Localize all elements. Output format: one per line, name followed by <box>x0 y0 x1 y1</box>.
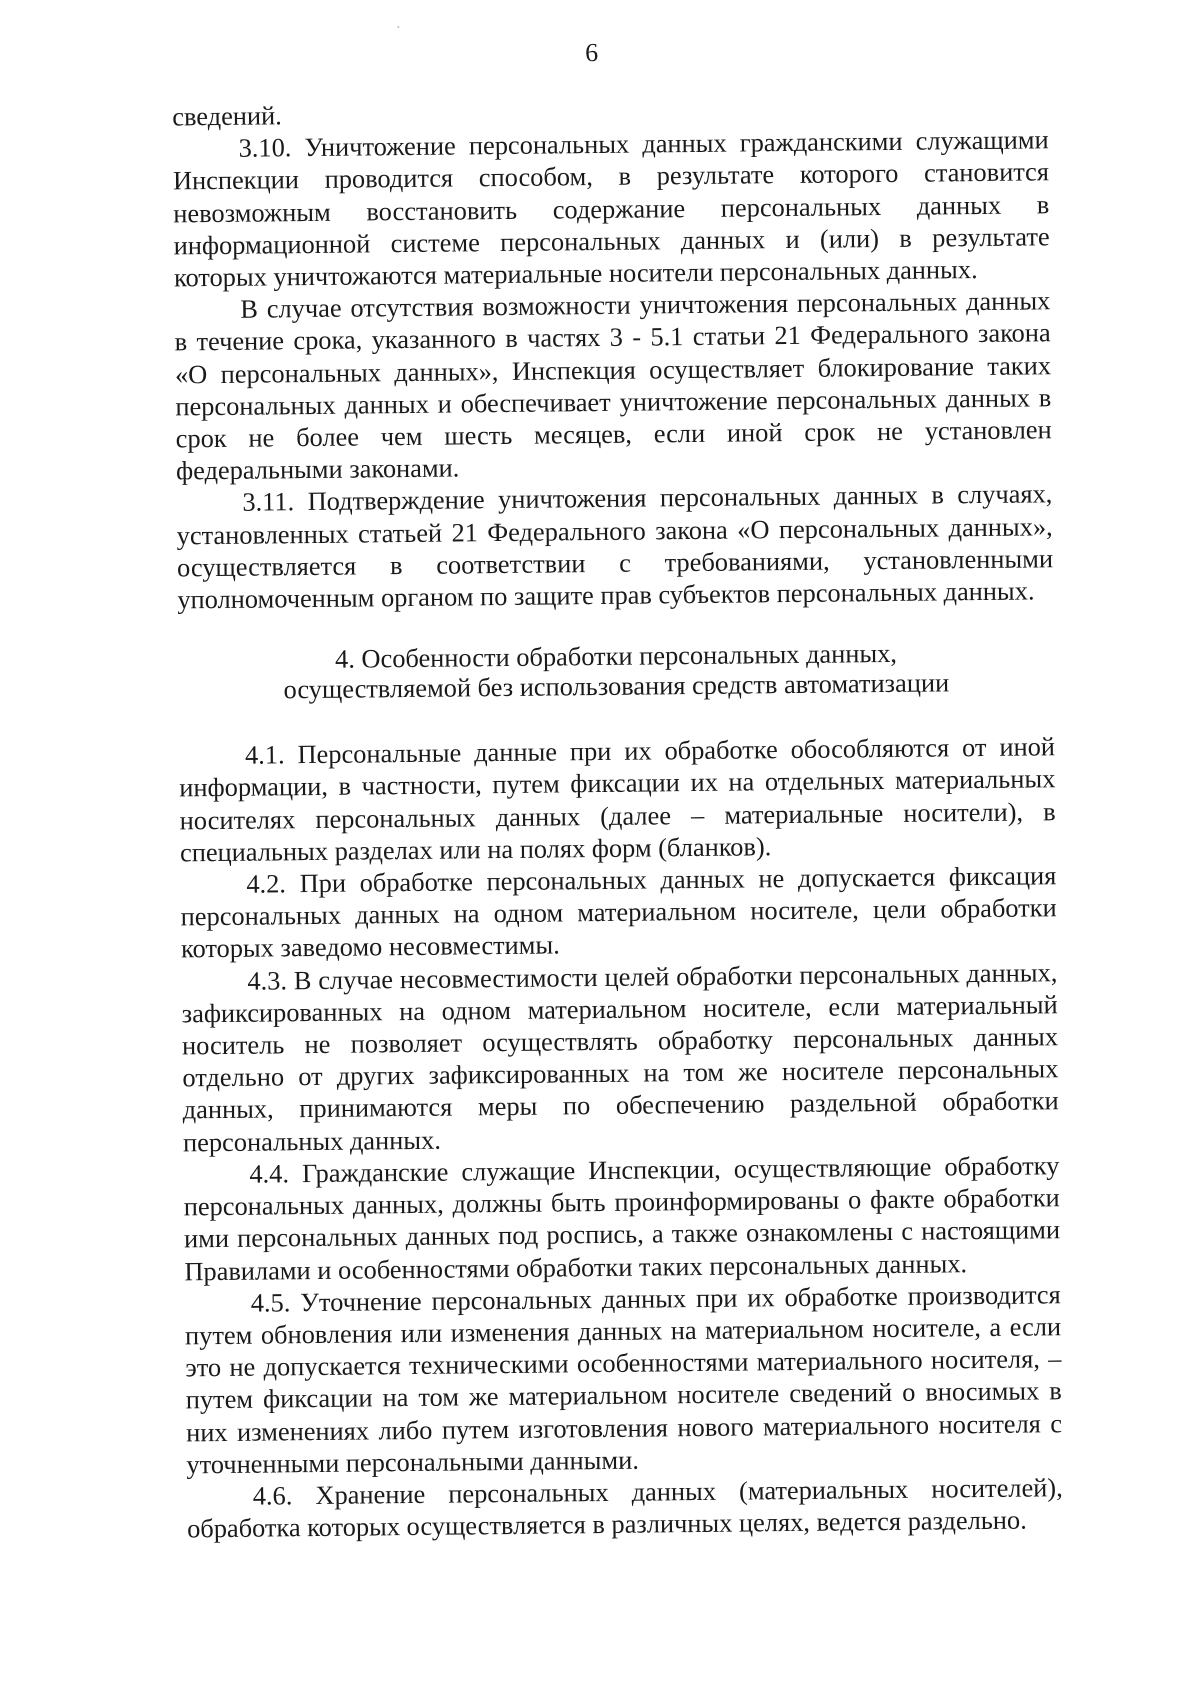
page-number: 6 <box>585 37 599 68</box>
section-4-heading <box>178 636 1055 705</box>
paragraph-3-11: 3.11. Подтверждение уничтожения персональных данных в случаях, установленных статьей 21 Федерального закона «О персональных данных», осуществляется в соответствии с требованиями, установленными уполномоченным органом по защите прав субъектов персональных данных. <box>176 478 1054 615</box>
continuation-text: сведений. <box>172 100 282 132</box>
section-4-heading-line-1: 4. Особенности обработки персональных данных, <box>334 638 898 675</box>
document-body <box>172 91 1063 1544</box>
section-4-heading-line-2: осуществляемой без использования средств автоматизации <box>283 667 950 705</box>
paragraph-4-5: 4.5. Уточнение персональных данных при их обработке производится путем обновления или изменения данных на материальном носителе, а если это не допускается техническими особенностями материального носителя, – путем фиксации на том же материальном носителе сведений о вносимых в них изменениях либо путем изготовления нового материального носителя с уточненными персональными данными. <box>184 1278 1063 1480</box>
scan-artifact <box>397 26 399 28</box>
paragraph-3-10-destruction-term: В случае отсутствия возможности уничтожения персональных данных в течение срока, указанного в частях 3 - 5.1 статьи 21 Федерального закона «О персональных данных», Инспекция осуществляет блокирование таких персональных данных и обеспечивает уничтожение персональных данных в срок не более чем шесть месяцев, если иной срок не установлен федеральными законами. <box>174 285 1052 486</box>
paragraph-4-4: 4.4. Гражданские служащие Инспекции, осуществляющие обработку персональных данных, должны быть проинформированы о факте обработки ими персональных данных под роспись, а также ознакомлены с настоящими Правилами и особенностями обработки таких персональных данных. <box>183 1150 1061 1286</box>
paragraph-4-1: 4.1. Персональные данные при их обработке обособляются от иной информации, в частности, путем фиксации их на отдельных материальных носителях персональных данных (далее – материальные носители), в специальных разделах или на полях форм (бланков). <box>179 731 1056 868</box>
paragraph-4-3: 4.3. В случае несовместимости целей обработки персональных данных, зафиксированных на одном материальном носителе, если материальный носитель не позволяет осуществлять обработку персональных данных отдельно от других зафиксированных на том же носителе персональных данных, принимаются меры по обеспечению раздельной обработки персональных данных. <box>181 956 1059 1158</box>
paragraph-4-6: 4.6. Хранение персональных данных (материальных носителей), обработка которых осуществляется в различных целях, ведется раздельно. <box>186 1472 1063 1544</box>
paragraph-3-10: 3.10. Уничтожение персональных данных гражданскими служащими Инспекции проводится способом, в результате которого становится невозможным восстановить содержание персональных данных в информационной системе персональных данных и (или) в результате которых уничтожаются материальные носители персональных данных. <box>172 124 1050 293</box>
paragraph-4-2: 4.2. При обработке персональных данных не допускается фиксация персональных данных на одном материальном носителе, цели обработки которых заведомо несовместимы. <box>180 860 1057 964</box>
